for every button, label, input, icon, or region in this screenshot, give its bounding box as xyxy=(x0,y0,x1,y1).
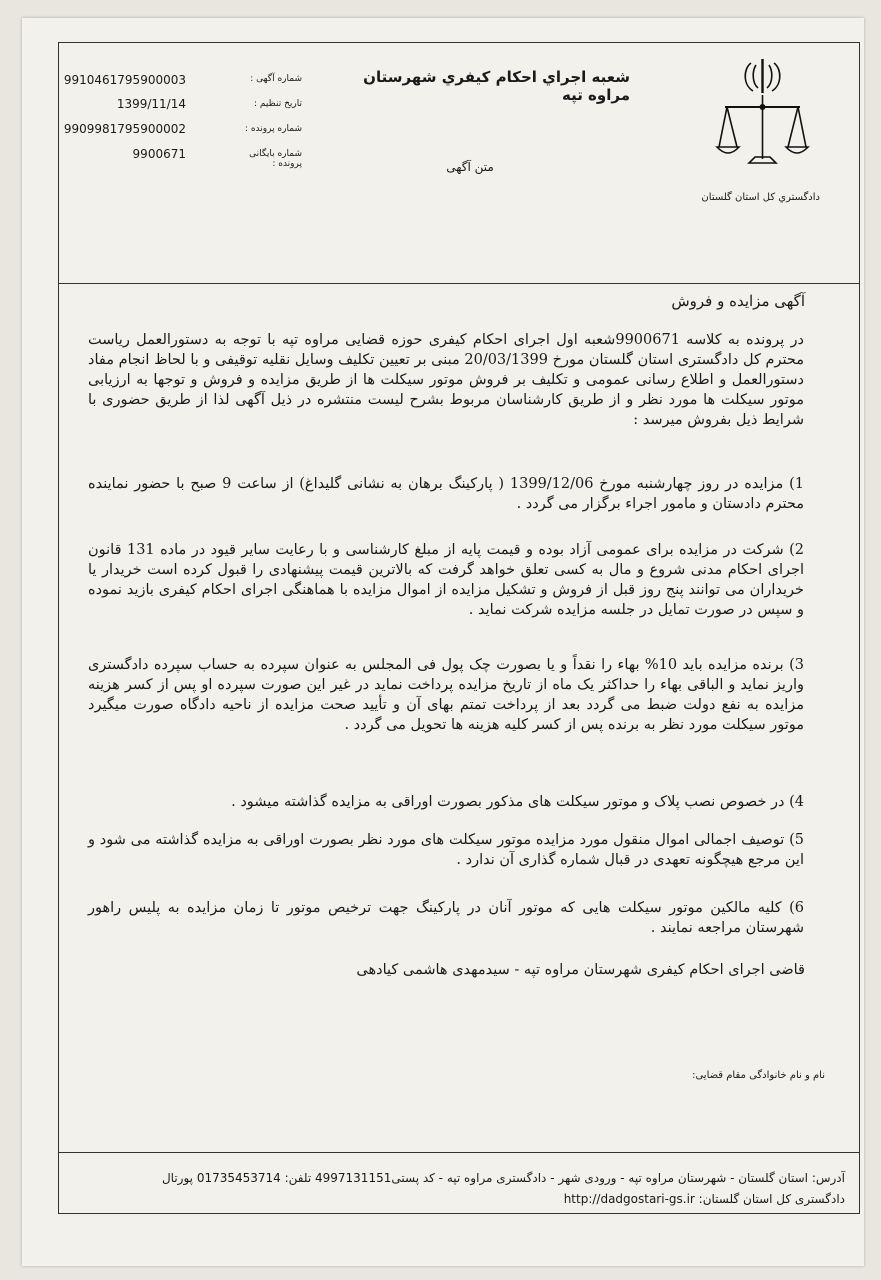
field-value-case-number: 9909981795900002 xyxy=(63,122,186,136)
notice-item-3: 3) برنده مزایده باید 10% بهاء را نقداً و یا بصورت چک پول فی المجلس به عنوان سپرده به حساب سپرده دادگستری واریز نماید و الباقی بهاء را حداکثر یک ماه از تاریخ مزایده پرداخت نماید در غیر این صورت سپرده او پس از کسر هزینه مزایده به نفع دولت ضبط می گردد بعد از پرداخت تمتم بهای آن و تأیید صحت مزایده از ناحیه دادگاه صورت میگیرد موتور سیکلت مورد نظر به برنده پس از کسر کلیه هزینه ها تحویل می گردد . xyxy=(88,657,805,733)
notice-item-1: 1) مزایده در روز چهارشنبه مورخ 1399/12/06 ( پارکینگ برهان به نشانی گلیداغ) از ساعت 9 صبح با حضور نماینده محترم دادستان و مامور اجراء برگزار می گردد . xyxy=(88,476,804,512)
page-title: شعبه اجراي احكام كيفري شهرستان مراوه تپه xyxy=(363,68,630,104)
field-value-notice-number: 9910461795900003 xyxy=(63,73,186,87)
page-subtitle: متن آگهی xyxy=(446,160,494,174)
footer-portal: دادگستری كل استان گلستان: http://dadgostari-gs.ir xyxy=(563,1192,845,1206)
notice-intro: در پرونده به کلاسه 9900671شعبه اول اجرای احکام کیفری حوزه قضایی مراوه تپه با توجه به دستورالعمل ریاست محترم کل دادگستری استان گلستان مورخ 20/03/1399 مبنی بر تعیین تکلیف وسایل نقلیه توقیفی و با لحاظ انجام مفاد دستورالعمل و اطلاع رسانی عمومی و تکلیف بر فروش موتور سیکلت ها از طریق مزایده و فروش و توجها به ارزیابی موتور سیکلت ها مورد نظر و از طریق کارشناسان مربوط بشرح لیست منتشره در ذیل آگهی لذا از طریق حضوری با شرایط ذیل بفروش میرسد : xyxy=(88,332,805,428)
justice-scales-emblem-icon xyxy=(715,55,810,170)
judge-name-label: نام و نام خانوادگی مقام قضایی: xyxy=(692,1070,825,1081)
court-name: دادگستري كل استان گلستان xyxy=(701,192,820,203)
field-label-notice-number: شماره آگهی : xyxy=(250,74,302,84)
notice-heading: آگهی مزایده و فروش xyxy=(671,292,805,310)
notice-item-4: 4) در خصوص نصب پلاک و موتور سیکلت های مذکور بصورت اوراقی به مزایده گذاشته میشود . xyxy=(231,794,804,810)
footer-address: آدرس: استان گلستان - شهرستان مراوه تپه - ورودی شهر - دادگستری مراوه تپه - كد پستی4997131151 تلفن: 01735453714 پورتال xyxy=(161,1171,845,1185)
field-label-case-number: شماره پرونده : xyxy=(244,124,302,134)
document-frame xyxy=(58,42,860,1214)
notice-item-6: 6) کلیه مالکین موتور سیکلت هایی که موتور آنان در پارکینگ جهت ترخیص موتور تا زمان مزایده به پلیس راهور شهرستان مراجعه نمایند . xyxy=(88,900,804,936)
notice-item-5: 5) توصیف اجمالی اموال منقول مورد مزایده موتور سیکلت های مورد نظر بصورت اوراقی به مزایده گذاشته می شود و این مرجع هیچگونه تعهدی در قبال شماره گذاری آن ندارد . xyxy=(88,832,804,868)
field-value-date: 1399/11/14 xyxy=(116,97,186,111)
signer-line: قاضی اجرای احکام کیفری شهرستان مراوه تپه - سیدمهدی هاشمی کیادهی xyxy=(356,962,805,978)
footer-divider xyxy=(58,1152,860,1153)
field-label-archive-number: شماره بایگانی پرونده : xyxy=(249,149,302,169)
header-divider xyxy=(58,283,860,284)
field-value-archive-number: 9900671 xyxy=(132,147,186,161)
notice-item-2: 2) شرکت در مزایده برای عمومی آزاد بوده و قیمت پایه از مبلغ کارشناسی و با رعایت سایر قیود در ماده 131 قانون اجرای احکام مدنی شروع و مال به کسی تعلق خواهد گرفت که بالاترین قیمت پیشنهادی را قبول کرده است خریدار یا خریداران می توانند پنج روز قبل از فروش و تشکیل مزایده از اموال مزایده با هماهنگی اجرای احکام کیفری بازید نموده و سپس در صورت تمایل در جلسه مزایده شرکت نماید . xyxy=(88,542,805,618)
field-label-date: تاریخ تنظیم : xyxy=(254,99,302,109)
